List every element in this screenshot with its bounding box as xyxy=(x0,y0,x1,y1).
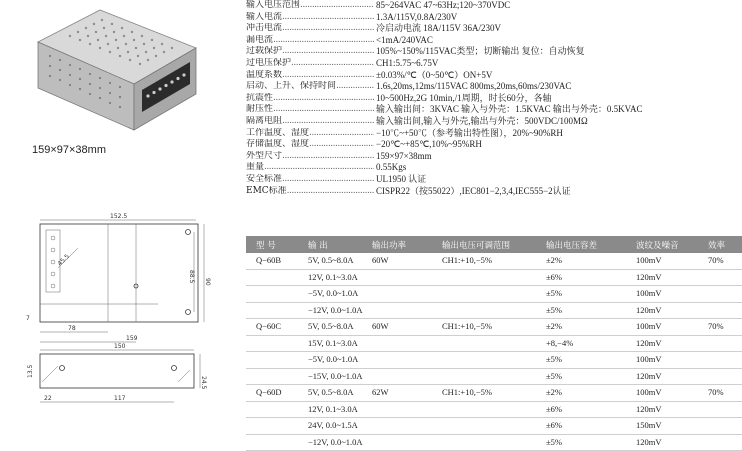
spec-label: 安全标准 ..... xyxy=(246,174,374,186)
spec-value: 0.55Kgs xyxy=(376,162,406,174)
spec-label: 隔离电阻 ..... xyxy=(246,116,374,128)
header-tolerance: 输出电压容差 xyxy=(546,239,597,251)
spec-label: 过电压保护 ..... xyxy=(246,58,374,70)
spec-row xyxy=(246,162,736,174)
cell-ripple: 100mV xyxy=(636,319,662,335)
header-efficiency: 效率 xyxy=(708,239,725,251)
table-row xyxy=(246,286,742,303)
dim-top-d1: 78 xyxy=(68,325,76,332)
cell-output: 5V, 0.5~8.0A xyxy=(308,319,354,335)
cell-ripple: 120mV xyxy=(636,402,662,418)
spec-value: −20℃~+85℃,10%~95%RH xyxy=(376,139,482,151)
cell-output: −5V, 0.0~1.0A xyxy=(308,286,358,302)
spec-label: 冲击电流 ..... xyxy=(246,23,374,35)
spec-row xyxy=(246,81,736,93)
spec-label: 启动、上升、保持时间 ..... xyxy=(246,81,374,93)
spec-label: 工作温度、湿度 ..... xyxy=(246,128,374,140)
cell-tolerance: ±2% xyxy=(546,253,562,269)
spec-label: 输入电压范围 ..... xyxy=(246,0,374,12)
cell-adjust-range: CH1:+10,−5% xyxy=(442,319,492,335)
header-ripple: 波纹及噪音 xyxy=(636,239,679,251)
cell-efficiency: 70% xyxy=(708,385,724,401)
table-row xyxy=(246,402,742,419)
spec-label: 漏电流 ..... xyxy=(246,35,374,47)
spec-row xyxy=(246,12,736,24)
cell-ripple: 150mV xyxy=(636,418,662,434)
cell-output: 5V, 0.5~8.0A xyxy=(308,253,354,269)
table-header xyxy=(246,236,742,253)
header-model: 型 号 xyxy=(256,239,276,251)
spec-label: 温度系数 ..... xyxy=(246,70,374,82)
spec-value: −10℃~+50℃（参考输出特性图），20%~90%RH xyxy=(376,128,563,140)
dim-top-d2: 159 xyxy=(126,335,138,342)
cell-tolerance: ±6% xyxy=(546,418,562,434)
side-view-drawing xyxy=(18,342,218,440)
table-body xyxy=(246,253,742,451)
cell-efficiency: 70% xyxy=(708,319,724,335)
spec-row xyxy=(246,139,736,151)
spec-row xyxy=(246,23,736,35)
dimension-caption: 159×97×38mm xyxy=(32,144,192,156)
spec-value: UL1950 认证 xyxy=(376,174,426,186)
cell-ripple: 120mV xyxy=(636,303,662,319)
spec-row xyxy=(246,93,736,105)
cell-output: 12V, 0.1~3.0A xyxy=(308,270,358,286)
spec-row xyxy=(246,128,736,140)
table-row xyxy=(246,369,742,386)
spec-row xyxy=(246,151,736,163)
table-row xyxy=(246,336,742,353)
dim-top-h2: 88.5 xyxy=(188,270,195,284)
cell-ripple: 120mV xyxy=(636,369,662,385)
spec-value: 1.6s,20ms,12ms/115VAC 800ms,20ms,60ms/230VAC xyxy=(376,81,571,93)
dim-top-h1: 90 xyxy=(204,278,211,286)
cell-adjust-range: CH1:+10,−5% xyxy=(442,253,492,269)
cell-output: −12V, 0.0~1.0A xyxy=(308,435,363,451)
table-row xyxy=(246,435,742,451)
cell-output: −12V, 0.0~1.0A xyxy=(308,303,363,319)
cell-ripple: 120mV xyxy=(636,270,662,286)
cell-tolerance: ±5% xyxy=(546,352,562,368)
spec-value: 1.3A/115V,0.8A/230V xyxy=(376,12,457,24)
spec-value: 105%~150%/115VAC类型；切断输出 复位：自动恢复 xyxy=(376,46,585,58)
table-row xyxy=(246,319,742,336)
cell-tolerance: ±5% xyxy=(546,303,562,319)
cell-output: 15V, 0.1~3.0A xyxy=(308,336,358,352)
cell-tolerance: ±5% xyxy=(546,369,562,385)
spec-row xyxy=(246,46,736,58)
dim-top-width: 152.5 xyxy=(110,213,127,220)
spec-list xyxy=(246,0,736,197)
spec-label: 耐压性 ..... xyxy=(246,104,374,116)
cell-tolerance: ±6% xyxy=(546,270,562,286)
cell-power: 60W xyxy=(372,253,389,269)
cell-tolerance: ±5% xyxy=(546,435,562,451)
header-output: 输 出 xyxy=(308,239,328,251)
spec-value: 输入输出间：3KVAC 输入与外壳：1.5KVAC 输出与外壳：0.5KVAC xyxy=(376,104,643,116)
spec-label: 外型尺寸 ..... xyxy=(246,151,374,163)
spec-row xyxy=(246,58,736,70)
cell-ripple: 120mV xyxy=(636,336,662,352)
table-row xyxy=(246,385,742,402)
cell-model: Q−60D xyxy=(256,385,282,401)
spec-value: 85~264VAC 47~63Hz;120~370VDC xyxy=(376,0,510,12)
cell-power: 62W xyxy=(372,385,389,401)
table-row xyxy=(246,352,742,369)
spec-row xyxy=(246,70,736,82)
cell-tolerance: ±2% xyxy=(546,319,562,335)
dim-side-h: 24.5 xyxy=(200,376,207,390)
spec-value: 159×97×38mm xyxy=(376,151,432,163)
dim-side-left: 22 xyxy=(44,395,52,402)
spec-value: CISPR22（按55022）,IEC801−2,3,4,IEC555−2认证 xyxy=(376,186,571,198)
dim-top-hole: 7 xyxy=(26,315,30,322)
cell-tolerance: ±2% xyxy=(546,385,562,401)
spec-label: 重量 ..... xyxy=(246,162,374,174)
spec-row xyxy=(246,104,736,116)
spec-label: 抗震性 ..... xyxy=(246,93,374,105)
spec-value: <1mA/240VAC xyxy=(376,35,433,47)
cell-output: 5V, 0.5~8.0A xyxy=(308,385,354,401)
cell-ripple: 100mV xyxy=(636,286,662,302)
cell-model: Q−60B xyxy=(256,253,281,269)
spec-value: 输入输出间,输入与外壳,输出与外壳：500VDC/100MΩ xyxy=(376,116,588,128)
spec-row xyxy=(246,116,736,128)
header-adjust-range: 输出电压可调范围 xyxy=(442,239,510,251)
spec-value: ±0.03%/℃（0~50℃）ON+5V xyxy=(376,70,492,82)
dim-side-h2: 13.5 xyxy=(27,364,34,378)
cell-ripple: 100mV xyxy=(636,385,662,401)
cell-ripple: 100mV xyxy=(636,253,662,269)
spec-label: 过载保护 ..... xyxy=(246,46,374,58)
table-row xyxy=(246,270,742,287)
spec-row xyxy=(246,0,736,12)
table-row xyxy=(246,303,742,320)
spec-label: 存储温度、湿度 ..... xyxy=(246,139,374,151)
cell-tolerance: +8,−4% xyxy=(546,336,573,352)
spec-value: CH1:5.75~6.75V xyxy=(376,58,438,70)
spec-label: 输入电流 ..... xyxy=(246,12,374,24)
cell-tolerance: ±6% xyxy=(546,402,562,418)
cell-power: 60W xyxy=(372,319,389,335)
cell-output: 12V, 0.1~3.0A xyxy=(308,402,358,418)
dim-side-span: 117 xyxy=(114,395,126,402)
dim-side-width: 150 xyxy=(114,343,126,350)
header-power: 输出功率 xyxy=(372,239,406,251)
cell-output: 24V, 0.0~1.5A xyxy=(308,418,358,434)
cell-output: −5V, 0.0~1.0A xyxy=(308,352,358,368)
spec-row xyxy=(246,174,736,186)
dim-top-angle: 45.5 xyxy=(56,253,71,268)
cell-efficiency: 70% xyxy=(708,253,724,269)
cell-output: −15V, 0.0~1.0A xyxy=(308,369,363,385)
cell-tolerance: ±5% xyxy=(546,286,562,302)
spec-row xyxy=(246,186,736,198)
cell-adjust-range: CH1:+10,−5% xyxy=(442,385,492,401)
spec-value: 冷启动电流 18A/115V 36A/230V xyxy=(376,23,501,35)
cell-ripple: 120mV xyxy=(636,435,662,451)
product-photo xyxy=(30,4,200,136)
spec-row xyxy=(246,35,736,47)
cell-ripple: 100mV xyxy=(636,352,662,368)
table-row xyxy=(246,253,742,270)
spec-value: 10~500Hz,2G 10min,/1周期，时长60分，各轴 xyxy=(376,93,552,105)
top-view-drawing xyxy=(18,208,218,358)
spec-label: EMC标准 ..... xyxy=(246,186,374,198)
cell-model: Q−60C xyxy=(256,319,281,335)
table-row xyxy=(246,418,742,435)
model-table xyxy=(246,236,742,451)
